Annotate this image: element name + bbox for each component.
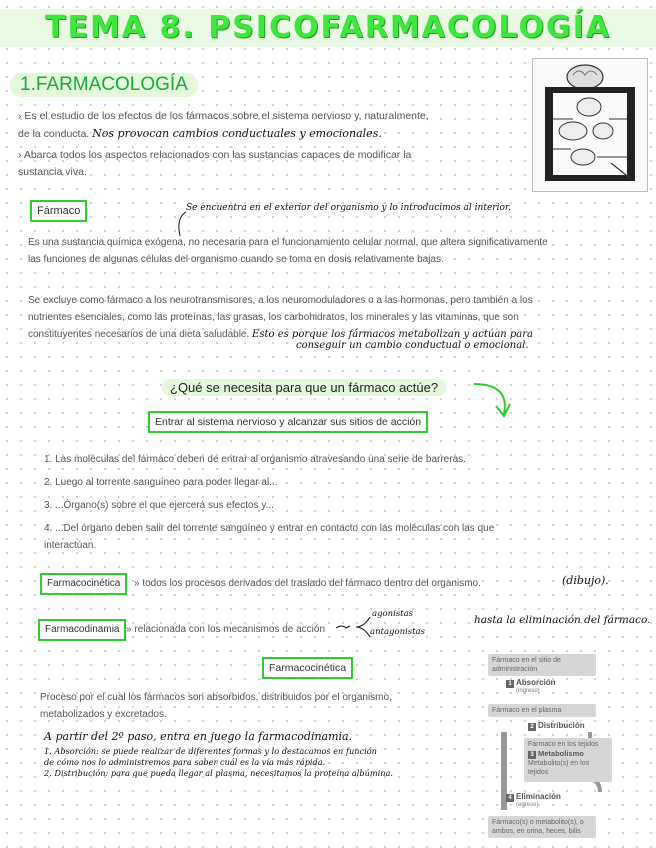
exclusion-line: Se excluye como fármaco a los neurotransmisores, a los neuromoduladores o a las hormonas, pero también a los	[28, 295, 533, 306]
handwritten-item: de cómo nos lo administremos para saber cuál es la vía más rápida.	[44, 757, 326, 767]
intro-line: de la conducta.	[18, 128, 90, 140]
list-item: 4. ...Del órgano deben salir del torrente sanguíneo y entrar en contacto con las moléculas con las que	[44, 523, 495, 534]
flow-step-elimination	[506, 792, 561, 808]
step-label: Absorción	[516, 678, 556, 687]
step-label: Distribución	[538, 721, 585, 730]
handwritten-item: 2. Distribución: para que pueda llegar al plasma, necesitamos la proteína albúmina.	[44, 768, 393, 778]
step-label: Eliminación	[516, 792, 561, 801]
farmaco-exclusion	[28, 292, 652, 343]
definition-line: las funciones de algunas células del organismo cuando se toma en dosis relativamente bajas.	[28, 254, 444, 265]
section-title: 1.FARMACOLOGÍA	[10, 73, 198, 97]
question-text: ¿Qué se necesita para que un fármaco actúe?	[162, 379, 446, 396]
organ-illustration	[532, 58, 648, 192]
answer-box: Entrar al sistema nervioso y alcanzar sus sitios de acción	[148, 411, 428, 433]
intro-line: › Es el estudio de los efectos de los fármacos sobre el sistema nervioso y, naturalmente,	[18, 110, 429, 122]
list-item: interactúan.	[44, 540, 97, 551]
farmacodinamia-label: Farmacodinamia	[38, 619, 126, 641]
flow-step-absorption	[506, 678, 556, 694]
handwritten-note: hasta la eliminación del fármaco.	[474, 614, 651, 626]
step-sub: (egreso)	[516, 802, 539, 808]
fc-line: Proceso por el cual los fármacos son absorbidos, distribuidos por el organismo,	[40, 692, 392, 703]
handwritten-note: (dibujo).	[562, 574, 609, 587]
handwritten-list	[44, 746, 474, 779]
list-item: 3. ...Órgano(s) sobre el que ejercerá sus efectos y...	[44, 500, 274, 511]
fc-heading: Farmacocinética	[262, 657, 353, 679]
flow-step-distribution	[528, 721, 585, 731]
flow-box-administration: Fármaco en el sitio de administración	[488, 654, 596, 676]
farmaco-definition	[28, 234, 652, 268]
farmaco-label: Fármaco	[30, 200, 87, 222]
metabolite-label: Metabolito(s) en los tejidos	[528, 760, 590, 776]
intro-line: › Abarca todos los aspectos relacionados con las sustancias capaces de modificar la	[18, 149, 412, 161]
farmacocinetica-label: Farmacocinética	[40, 573, 127, 595]
branch-arrow-icon	[334, 612, 372, 642]
curved-arrow-icon	[470, 378, 514, 422]
steps-list	[44, 448, 644, 557]
flow-box-tissues	[524, 738, 612, 782]
step-number: 1	[506, 680, 514, 688]
definition-line: Es una sustancia química exógena, no necesaria para el funcionamiento celular normal, que altera significativamente	[28, 237, 548, 248]
tissue-label: Fármaco en los tejidos	[528, 741, 599, 748]
fc-line: metabolizados y excretados.	[40, 709, 167, 720]
handwritten-note: conseguir un cambio conductual o emocional.	[296, 340, 529, 351]
pharmacokinetics-flow	[480, 648, 648, 838]
agonistas-label: agonistas	[372, 609, 414, 619]
handwritten-heading: A partir del 2º paso, entra en juego la farmacodinamia.	[44, 730, 353, 743]
step-number: 2	[528, 723, 536, 731]
list-item: 2. Luego al torrente sanguíneo para poder llegar al...	[44, 477, 278, 488]
exclusion-line: nutrientes esenciales, como las proteínas, las grasas, los carbohidratos, los minerales y las vitaminas, que son	[28, 312, 519, 323]
flow-box-excretion: Fármaco(s) o metabolito(s), o ambos, en orina, heces, bilis	[488, 816, 596, 838]
fc-definition	[40, 689, 472, 723]
handwritten-item: 1. Absorción: se puede realizar de diferentes formas y lo destacamos en función	[44, 746, 377, 756]
intro-paragraph-2	[18, 147, 518, 181]
step-number: 4	[506, 794, 514, 802]
intro-line: sustancia viva.	[18, 166, 87, 178]
farmacodinamia-text: » relacionada con los mecanismos de acción	[126, 624, 325, 635]
list-item: 1. Las moléculas del fármaco deben de entrar al organismo atravesando una serie de barreras.	[44, 454, 466, 465]
handwritten-note: Esto es porque los fármacos metabolizan y actúan para	[252, 329, 533, 340]
farmaco-note: Se encuentra en el exterior del organismo y lo introducimos al interior.	[186, 203, 512, 213]
question-heading	[162, 380, 446, 395]
step-label: Metabolismo	[538, 749, 584, 758]
organ-diagram-icon	[533, 59, 647, 191]
step-sub: (ingreso)	[516, 688, 540, 694]
page-title: TEMA 8. PSICOFARMACOLOGÍA	[45, 10, 611, 45]
step-number: 3	[528, 751, 536, 759]
antagonistas-label: antagonistas	[370, 627, 425, 637]
farmacocinetica-text: » todos los procesos derivados del traslado del fármaco dentro del organismo.	[134, 578, 481, 589]
handwritten-note: Nos provocan cambios conductuales y emocionales.	[92, 127, 382, 140]
exclusion-line: constituyentes necesarios de una dieta saludable.	[28, 329, 250, 340]
intro-paragraph-1	[18, 108, 518, 143]
flow-box-plasma: Fármaco en el plasma	[488, 704, 596, 717]
